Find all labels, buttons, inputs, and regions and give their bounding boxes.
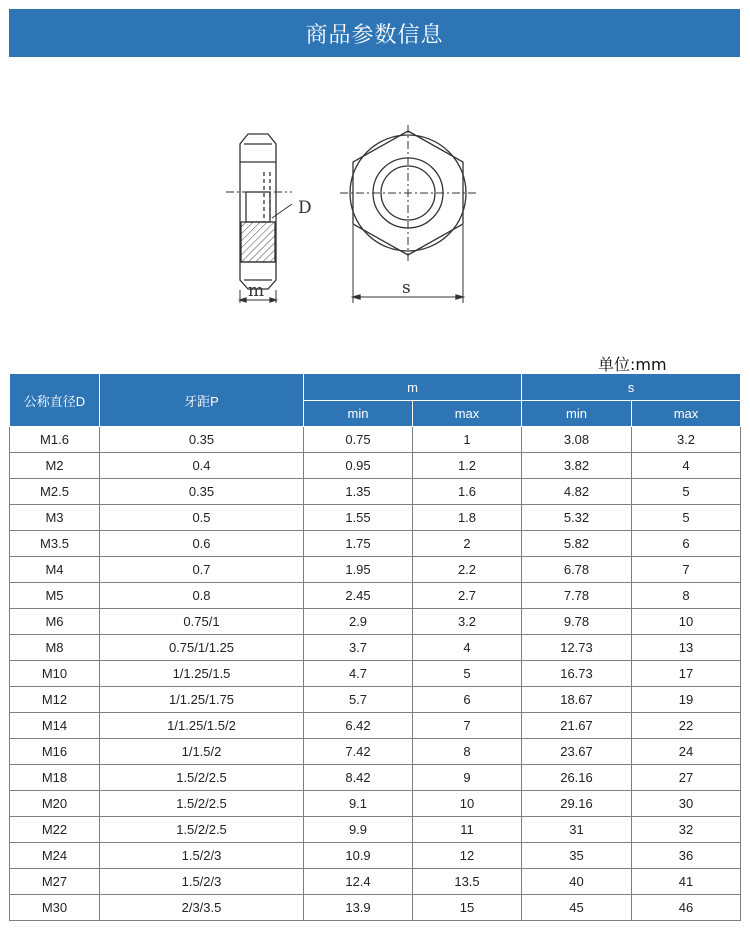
cell-pitch: 0.8	[100, 583, 304, 609]
cell-m-max: 11	[413, 817, 522, 843]
cell-m-min: 9.1	[304, 791, 413, 817]
cell-diameter: M14	[10, 713, 100, 739]
cell-m-max: 2.2	[413, 557, 522, 583]
cell-m-max: 12	[413, 843, 522, 869]
header-s: s	[522, 374, 741, 401]
cell-pitch: 0.6	[100, 531, 304, 557]
cell-m-max: 1	[413, 427, 522, 453]
cell-m-min: 9.9	[304, 817, 413, 843]
cell-m-min: 3.7	[304, 635, 413, 661]
cell-m-max: 7	[413, 713, 522, 739]
cell-diameter: M3.5	[10, 531, 100, 557]
nut-front-view	[340, 125, 476, 303]
cell-pitch: 1.5/2/2.5	[100, 791, 304, 817]
cell-m-min: 7.42	[304, 739, 413, 765]
cell-s-min: 7.78	[522, 583, 632, 609]
cell-pitch: 0.4	[100, 453, 304, 479]
header-pitch: 牙距P	[100, 374, 304, 427]
table-row	[10, 635, 741, 661]
table-row	[10, 557, 741, 583]
cell-s-max: 19	[632, 687, 741, 713]
cell-diameter: M2	[10, 453, 100, 479]
cell-m-max: 1.2	[413, 453, 522, 479]
cell-diameter: M3	[10, 505, 100, 531]
cell-s-max: 3.2	[632, 427, 741, 453]
label-s: s	[402, 278, 411, 298]
cell-m-min: 2.45	[304, 583, 413, 609]
cell-pitch: 0.7	[100, 557, 304, 583]
cell-m-max: 9	[413, 765, 522, 791]
cell-s-min: 3.08	[522, 427, 632, 453]
cell-diameter: M18	[10, 765, 100, 791]
cell-s-max: 22	[632, 713, 741, 739]
cell-s-min: 26.16	[522, 765, 632, 791]
header-s-max: max	[632, 401, 741, 427]
cell-s-min: 5.32	[522, 505, 632, 531]
cell-s-min: 35	[522, 843, 632, 869]
cell-m-min: 6.42	[304, 713, 413, 739]
table-row	[10, 531, 741, 557]
cell-m-max: 6	[413, 687, 522, 713]
header-m-max: max	[413, 401, 522, 427]
cell-diameter: M6	[10, 609, 100, 635]
cell-m-min: 1.75	[304, 531, 413, 557]
header-m: m	[304, 374, 522, 401]
cell-diameter: M12	[10, 687, 100, 713]
cell-s-max: 7	[632, 557, 741, 583]
cell-diameter: M30	[10, 895, 100, 921]
cell-m-min: 10.9	[304, 843, 413, 869]
cell-s-min: 18.67	[522, 687, 632, 713]
cell-diameter: M20	[10, 791, 100, 817]
cell-m-max: 8	[413, 739, 522, 765]
table-row	[10, 609, 741, 635]
cell-pitch: 1.5/2/3	[100, 869, 304, 895]
cell-s-min: 12.73	[522, 635, 632, 661]
cell-s-min: 21.67	[522, 713, 632, 739]
cell-m-min: 1.35	[304, 479, 413, 505]
cell-diameter: M1.6	[10, 427, 100, 453]
cell-pitch: 0.75/1	[100, 609, 304, 635]
cell-s-max: 30	[632, 791, 741, 817]
cell-s-max: 4	[632, 453, 741, 479]
cell-s-min: 9.78	[522, 609, 632, 635]
cell-pitch: 0.5	[100, 505, 304, 531]
cell-m-max: 10	[413, 791, 522, 817]
cell-pitch: 0.35	[100, 427, 304, 453]
cell-s-min: 6.78	[522, 557, 632, 583]
cell-pitch: 1/1.25/1.5	[100, 661, 304, 687]
cell-diameter: M16	[10, 739, 100, 765]
cell-m-max: 15	[413, 895, 522, 921]
cell-s-max: 24	[632, 739, 741, 765]
cell-diameter: M10	[10, 661, 100, 687]
cell-s-max: 10	[632, 609, 741, 635]
cell-s-max: 5	[632, 479, 741, 505]
table-row	[10, 661, 741, 687]
cell-m-max: 2.7	[413, 583, 522, 609]
cell-diameter: M27	[10, 869, 100, 895]
cell-s-max: 46	[632, 895, 741, 921]
cell-s-min: 5.82	[522, 531, 632, 557]
cell-s-min: 4.82	[522, 479, 632, 505]
table-row	[10, 687, 741, 713]
hex-nut-drawing	[0, 100, 750, 330]
cell-s-max: 5	[632, 505, 741, 531]
cell-s-max: 13	[632, 635, 741, 661]
table-row	[10, 479, 741, 505]
cell-pitch: 1/1.25/1.75	[100, 687, 304, 713]
unit-label: 单位:mm	[598, 355, 667, 374]
table-row	[10, 817, 741, 843]
spec-table-body	[10, 427, 741, 921]
table-row	[10, 869, 741, 895]
page-title: 商品参数信息	[305, 22, 444, 48]
table-row	[10, 765, 741, 791]
cell-s-min: 45	[522, 895, 632, 921]
cell-m-min: 0.75	[304, 427, 413, 453]
cell-s-min: 3.82	[522, 453, 632, 479]
cell-m-min: 5.7	[304, 687, 413, 713]
table-row	[10, 453, 741, 479]
cell-s-max: 41	[632, 869, 741, 895]
header-diameter: 公称直径D	[10, 374, 100, 427]
cell-m-min: 2.9	[304, 609, 413, 635]
table-row	[10, 427, 741, 453]
table-row	[10, 739, 741, 765]
cell-pitch: 0.75/1/1.25	[100, 635, 304, 661]
table-row	[10, 895, 741, 921]
nut-side-view	[226, 134, 292, 303]
page-title-banner	[9, 9, 740, 57]
cell-pitch: 1.5/2/3	[100, 843, 304, 869]
cell-s-max: 32	[632, 817, 741, 843]
table-row	[10, 843, 741, 869]
cell-pitch: 1/1.5/2	[100, 739, 304, 765]
cell-m-min: 4.7	[304, 661, 413, 687]
table-row	[10, 713, 741, 739]
cell-m-max: 2	[413, 531, 522, 557]
cell-s-min: 16.73	[522, 661, 632, 687]
cell-s-max: 36	[632, 843, 741, 869]
cell-diameter: M8	[10, 635, 100, 661]
label-d: D	[298, 198, 312, 218]
cell-diameter: M22	[10, 817, 100, 843]
cell-s-min: 23.67	[522, 739, 632, 765]
cell-m-min: 1.55	[304, 505, 413, 531]
cell-m-max: 1.6	[413, 479, 522, 505]
cell-diameter: M2.5	[10, 479, 100, 505]
cell-s-max: 6	[632, 531, 741, 557]
cell-m-min: 1.95	[304, 557, 413, 583]
cell-pitch: 1/1.25/1.5/2	[100, 713, 304, 739]
label-m: m	[248, 281, 265, 301]
cell-m-min: 0.95	[304, 453, 413, 479]
cell-s-min: 40	[522, 869, 632, 895]
cell-s-max: 17	[632, 661, 741, 687]
cell-s-min: 31	[522, 817, 632, 843]
cell-s-max: 27	[632, 765, 741, 791]
cell-m-max: 5	[413, 661, 522, 687]
spec-table	[9, 373, 741, 921]
table-row	[10, 791, 741, 817]
cell-diameter: M24	[10, 843, 100, 869]
cell-m-min: 12.4	[304, 869, 413, 895]
cell-pitch: 1.5/2/2.5	[100, 765, 304, 791]
cell-m-max: 1.8	[413, 505, 522, 531]
table-row	[10, 505, 741, 531]
cell-m-max: 3.2	[413, 609, 522, 635]
cell-pitch: 2/3/3.5	[100, 895, 304, 921]
cell-diameter: M4	[10, 557, 100, 583]
cell-diameter: M5	[10, 583, 100, 609]
cell-m-min: 13.9	[304, 895, 413, 921]
table-row	[10, 583, 741, 609]
header-m-min: min	[304, 401, 413, 427]
cell-m-min: 8.42	[304, 765, 413, 791]
cell-s-max: 8	[632, 583, 741, 609]
cell-pitch: 1.5/2/2.5	[100, 817, 304, 843]
header-s-min: min	[522, 401, 632, 427]
cell-pitch: 0.35	[100, 479, 304, 505]
cell-m-max: 13.5	[413, 869, 522, 895]
cell-s-min: 29.16	[522, 791, 632, 817]
cell-m-max: 4	[413, 635, 522, 661]
